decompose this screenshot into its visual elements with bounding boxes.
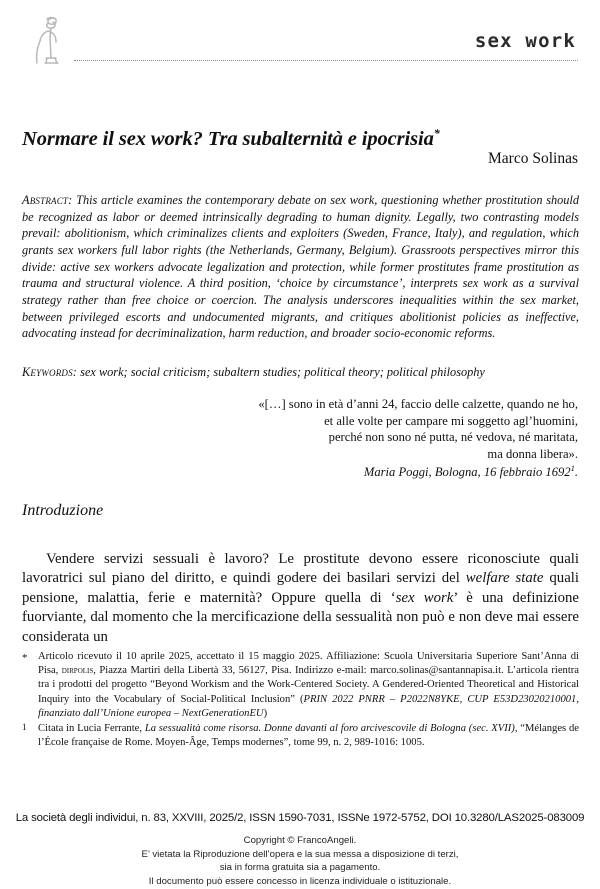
copyright-line-3: sia in forma gratuita sia a pagamento. <box>219 862 381 874</box>
footnote-italic-grant: PRIN 2022 PNRR – P2022N8YKE, CUP E53D23020210001, finanziato dall’Unione europea – NextGenerationEU <box>38 693 579 719</box>
epigraph-line-2: et alle volte per campare mi soggetto agl’huomini, <box>324 413 578 428</box>
abstract-block <box>22 192 579 342</box>
running-head <box>26 14 578 70</box>
standing-human-figure-sketch-icon <box>28 14 72 66</box>
footnote-text-b: , Piazza Martiri della Libertà 33, 56127, Pisa. Indirizzo e-mail: marco.solinas@santannapisa.it. L’articola rientra tra i prodotti del progetto “Beyond Workism and the Work-Centered Society. A Gendered-Oriented Theoretical and Historical Inquiry into the Vocabulary of Social-Political Inclusion” ( <box>38 665 579 705</box>
keywords-label: Keywords: <box>22 365 78 379</box>
epigraph-attribution: Maria Poggi, Bologna, 16 febbraio 1692$^1$. <box>363 462 578 480</box>
copyright-line-1: Copyright © FrancoAngeli. <box>243 835 357 846</box>
footnote-italic-title: La sessualità come risorsa. Donne davanti al foro arcivescovile di Bologna (sec. XVII) <box>144 722 515 734</box>
footer-copyright-notice <box>0 834 600 888</box>
footnote-text-c: ) <box>263 707 268 719</box>
epigraph-line-4: ma donna libera». <box>487 447 578 462</box>
page-title <box>22 126 580 151</box>
epigraph-block <box>180 396 578 481</box>
footnote-smallcaps-dirpolis: dirpolis <box>61 665 94 677</box>
abstract-label: Abstract: <box>22 193 73 207</box>
copyright-line-2: E’ vietata la Riproduzione dell’opera e la sua messa a disposizione di terzi, <box>141 848 459 860</box>
epigraph-line-1: «[…] sono in età d’anni 24, faccio delle calzette, quando ne ho, <box>258 397 578 411</box>
footnote-marker: * <box>22 652 28 664</box>
body-text-italic-sex-work: sex work <box>395 589 454 606</box>
body-text-italic-welfare-state: welfare state <box>465 570 544 587</box>
epigraph-attribution-text: Maria Poggi, Bologna, 16 febbraio 1692 <box>363 465 571 480</box>
body-text-segment-1: Vendere servizi sessuali è lavoro? Le prostitute devono essere riconosciute quali lavoratrici sul piano del diritto, e quindi godere dei basilari servizi del <box>22 550 579 587</box>
article-author: Marco Solinas <box>488 150 578 167</box>
copyright-line-4: Il documento può essere concesso in licenza individuale o istituzionale. <box>148 875 452 887</box>
abstract-body: This article examines the contemporary debate on sex work, questioning whether prostitution should be recognized as labor or deemed intrinsically degrading to human dignity. Legally, two contrasting models prevail: abolitionism, which criminalizes clients and exploiters (Sweden, France, Italy), and regulation, which grants sex workers full labor rights (the Netherlands, Germany, Belgium). Grassroots perspectives mirror this divide: active sex workers advocate legalization and protection, while former prostitutes frame prostitution as trauma and structural violence. A third position, ‘choice by circumstance’, interprets sex work as a survival strategy rather than free choice or coercion. The analysis underscores inequalities within the sex market, between privileged escorts and undocumented migrants, and critiques abolitionist policies as ineffective, advocating instead for decriminalization, harm reduction, and broader socio-economic reforms. <box>22 193 579 341</box>
running-head-section-label: sex work <box>469 32 578 53</box>
footnote-text-a: Articolo ricevuto il 10 aprile 2025, accettato il 15 maggio 2025. Affiliazione: Scuola Universitaria Superiore Sant’Anna di Pisa, <box>38 651 579 677</box>
body-paragraph <box>22 550 579 648</box>
section-heading-introduzione: Introduzione <box>22 502 104 519</box>
footnote-marker: 1 <box>22 721 27 732</box>
title-footnote-marker: * <box>433 125 440 140</box>
epigraph-line-3: perché non sono né putta, né vedova, né maritata, <box>328 430 578 445</box>
running-head-divider <box>74 60 578 61</box>
epigraph-footnote-marker: 1 <box>570 462 575 473</box>
footnote-text-b: , “Mélanges de l’École française de Rome. Moyen-Âge, Temps modernes”, tome 99, n. 2, 989-1016: 1005. <box>38 722 579 749</box>
keywords-block <box>22 364 579 381</box>
keywords-body: sex work; social criticism; subaltern studies; political theory; political philosophy <box>80 365 485 379</box>
page-title-text: Normare il sex work? Tra subalternità e ipocrisia <box>22 127 434 150</box>
footnote-asterisk <box>22 650 579 721</box>
footnote-1 <box>22 722 579 750</box>
body-text-segment-3: ’ è una definizione fuorviante, dal momento che la mercificazione della sessualità non può e non deve mai essere considerata un <box>22 589 579 645</box>
footer-journal-citation: La società degli individui, n. 83, XXVIII, 2025/2, ISSN 1590-7031, ISSNe 1972-5752, DOI 10.3280/LAS2025-083009 <box>15 812 585 824</box>
footnotes-block <box>22 650 579 751</box>
body-text-segment-2: quali pensione, malattia, ferie e maternità? Oppure quella di ‘ <box>22 570 579 606</box>
footnote-text-a: Citata in Lucia Ferrante, <box>38 722 145 734</box>
